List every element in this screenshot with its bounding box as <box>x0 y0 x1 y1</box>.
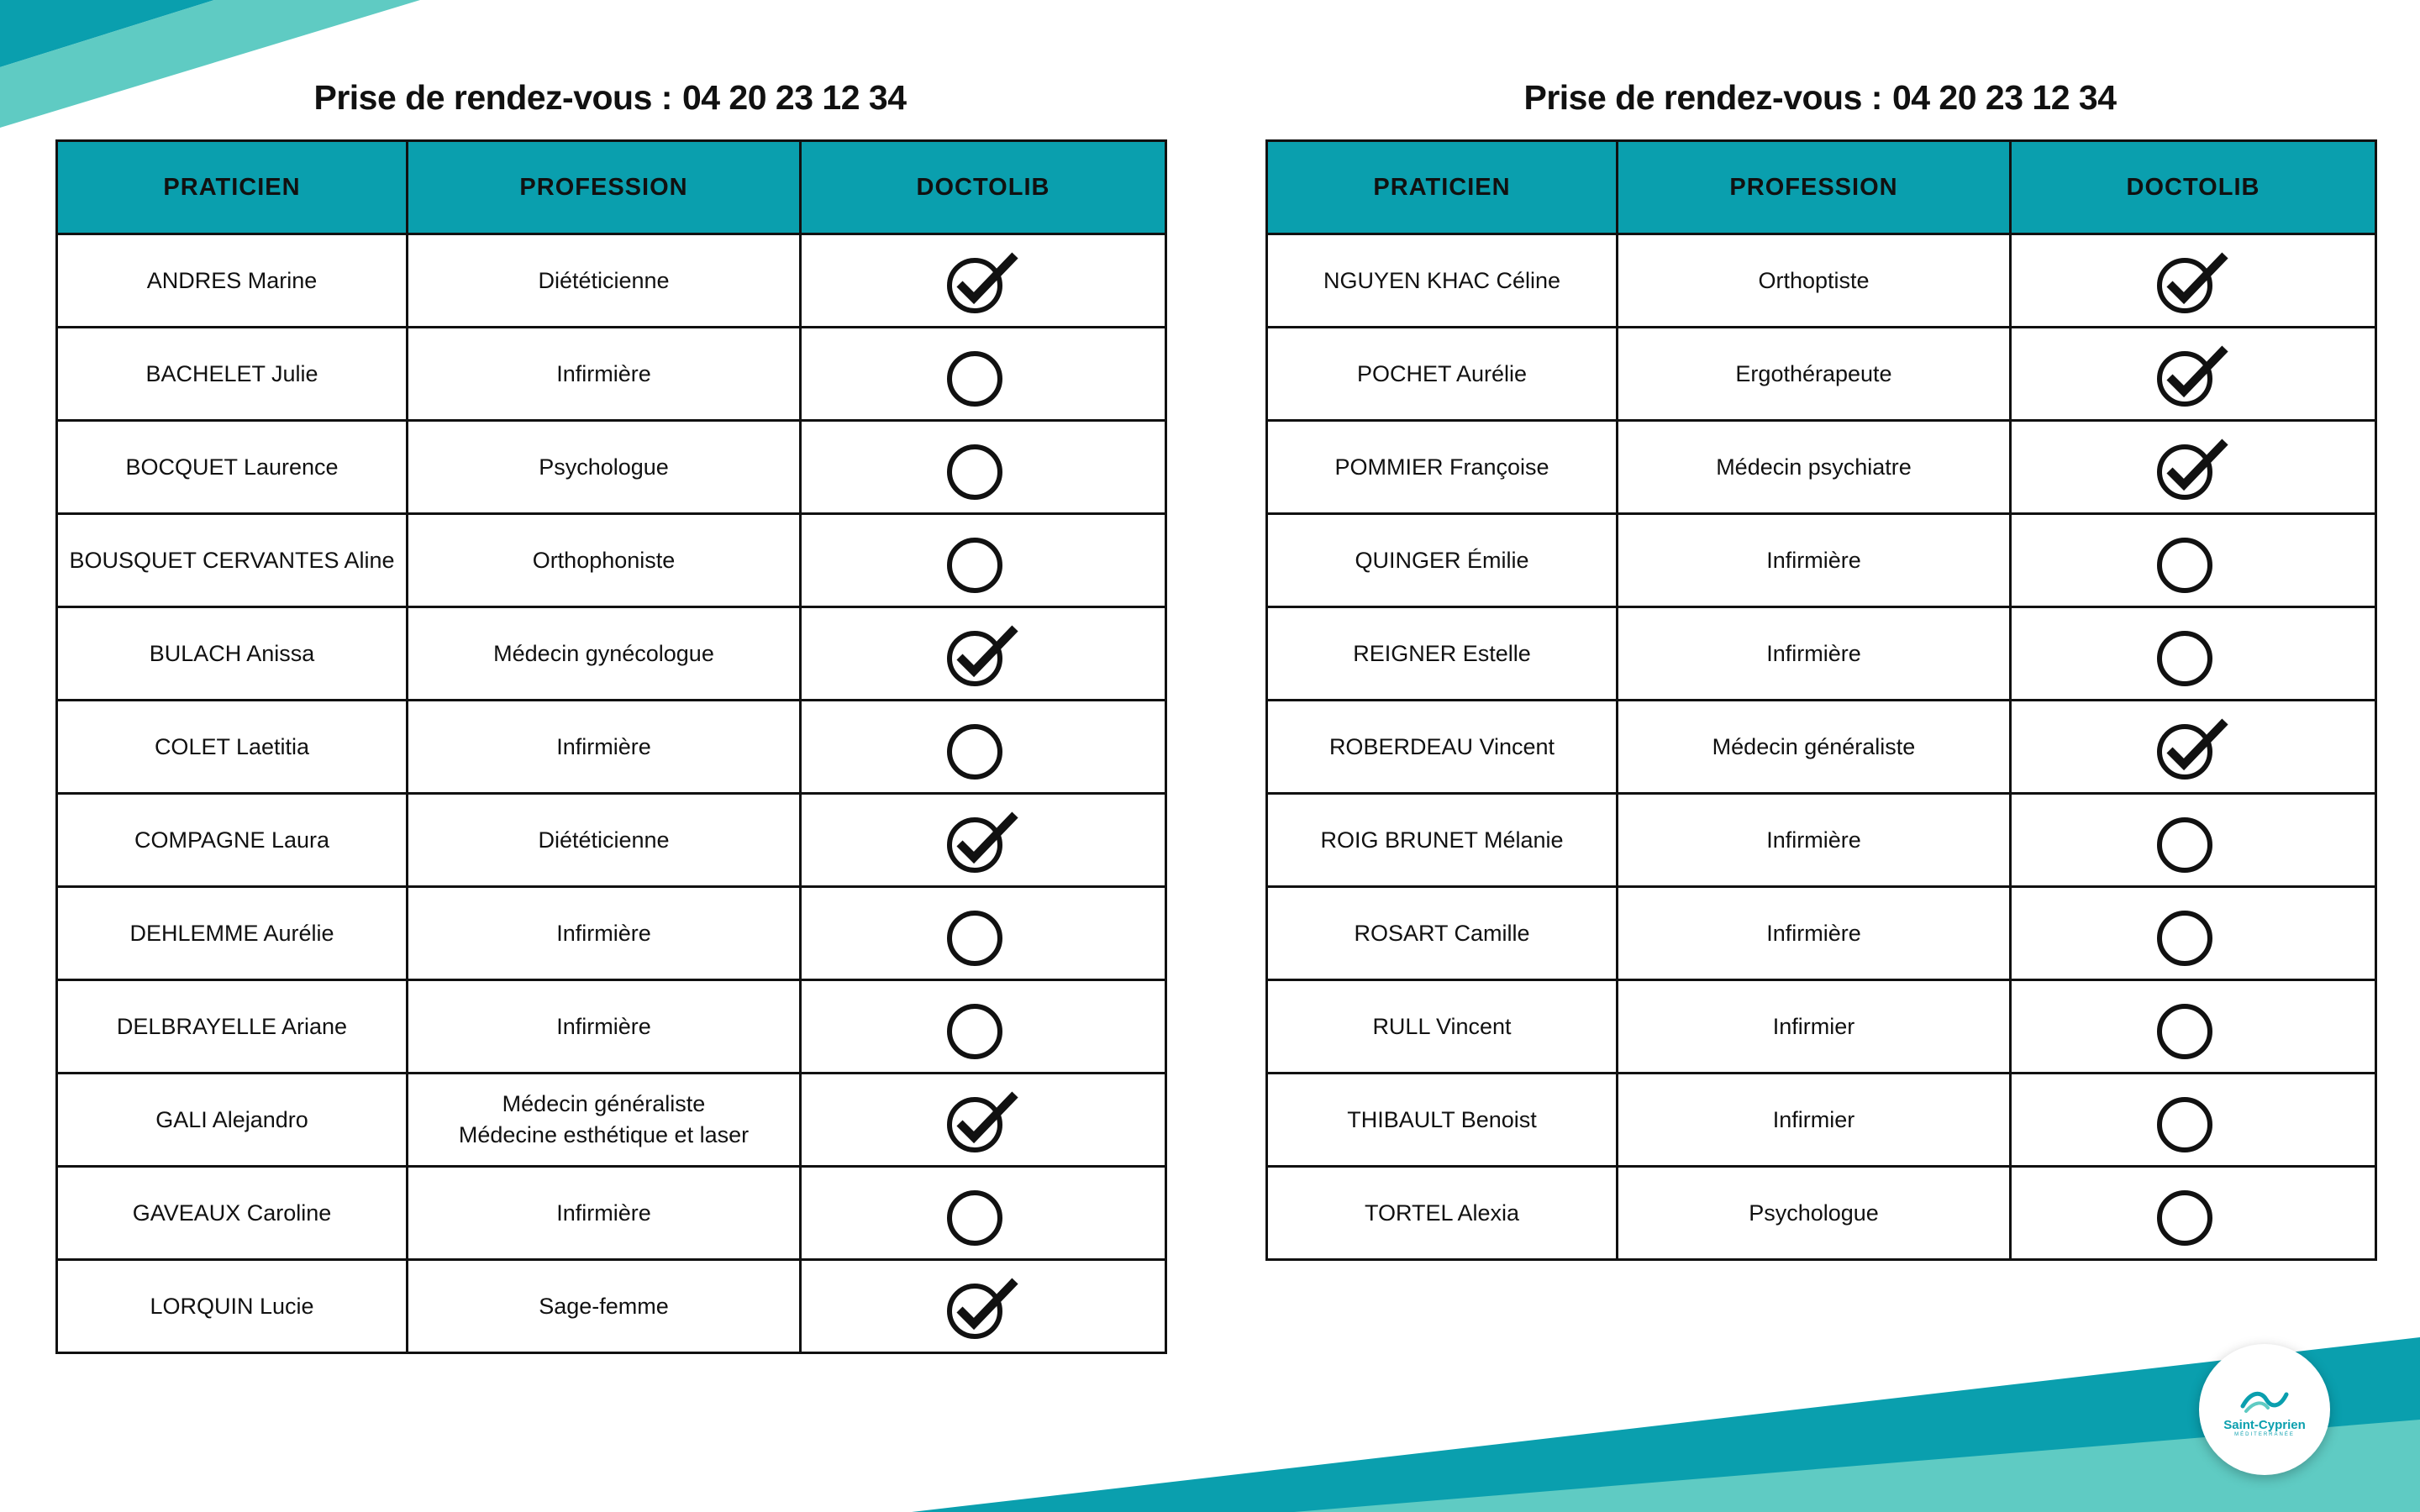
doctolib-status <box>801 701 1166 794</box>
profession-text: Médecin généraliste <box>502 1091 706 1116</box>
profession-cell <box>408 234 801 328</box>
doctolib-status <box>801 794 1166 887</box>
profession-text: Infirmière <box>556 1200 651 1226</box>
practitioner-name: NGUYEN KHAC Céline <box>1267 234 1618 328</box>
column-header-profession: PROFESSION <box>1618 141 2011 234</box>
profession-cell <box>1618 701 2011 794</box>
doctolib-status <box>801 421 1166 514</box>
profession-text: Sage-femme <box>539 1293 669 1319</box>
table-row <box>1267 514 2376 607</box>
doctolib-status <box>2011 701 2376 794</box>
doctolib-status <box>801 328 1166 421</box>
profession-cell <box>408 1260 801 1353</box>
profession-cell <box>408 328 801 421</box>
empty-circle-icon <box>2154 805 2232 875</box>
empty-circle-icon <box>2154 525 2232 596</box>
appointment-label: Prise de rendez-vous : <box>313 78 672 117</box>
check-circle-icon <box>944 245 1022 316</box>
doctolib-status <box>2011 887 2376 980</box>
profession-text: Infirmière <box>1766 827 1861 853</box>
profession-text: Diététicienne <box>538 267 670 293</box>
doctolib-status <box>801 1074 1166 1167</box>
practitioner-name: GAVEAUX Caroline <box>57 1167 408 1260</box>
practitioner-name: ROSART Camille <box>1267 887 1618 980</box>
empty-circle-icon <box>944 711 1022 782</box>
profession-cell <box>408 1167 801 1260</box>
profession-text: Psychologue <box>1749 1200 1879 1226</box>
doctolib-status <box>2011 328 2376 421</box>
profession-cell <box>408 421 801 514</box>
profession-cell <box>408 607 801 701</box>
empty-circle-icon <box>2154 898 2232 969</box>
doctolib-status <box>801 607 1166 701</box>
profession-text: Infirmière <box>556 920 651 946</box>
table-row <box>1267 234 2376 328</box>
doctolib-status <box>2011 1074 2376 1167</box>
profession-cell <box>408 887 801 980</box>
doctolib-status <box>2011 1167 2376 1260</box>
table-row <box>1267 980 2376 1074</box>
check-circle-icon <box>2154 339 2232 409</box>
practitioner-name: ANDRES Marine <box>57 234 408 328</box>
practitioner-name: COMPAGNE Laura <box>57 794 408 887</box>
empty-circle-icon <box>2154 991 2232 1062</box>
practitioner-table-left <box>55 139 1167 1354</box>
table-row <box>1267 701 2376 794</box>
practitioner-name: QUINGER Émilie <box>1267 514 1618 607</box>
logo-name: Saint-Cyprien <box>2223 1417 2306 1432</box>
profession-text: Psychologue <box>539 454 669 480</box>
profession-cell <box>1618 421 2011 514</box>
profession-text: Médecin généraliste <box>1712 733 1916 759</box>
profession-cell <box>1618 887 2011 980</box>
phone-number[interactable]: 04 20 23 12 34 <box>1891 78 2117 117</box>
table-row <box>57 980 1166 1074</box>
wave-icon <box>2238 1383 2291 1416</box>
profession-cell <box>1618 328 2011 421</box>
doctolib-status <box>801 980 1166 1074</box>
practitioner-name: POCHET Aurélie <box>1267 328 1618 421</box>
practitioner-name: RULL Vincent <box>1267 980 1618 1074</box>
doctolib-status <box>801 1260 1166 1353</box>
profession-cell <box>1618 980 2011 1074</box>
practitioner-name: ROIG BRUNET Mélanie <box>1267 794 1618 887</box>
profession-text: Infirmier <box>1772 1106 1855 1132</box>
table-header <box>57 141 1166 234</box>
table-row <box>57 607 1166 701</box>
doctolib-status <box>801 1167 1166 1260</box>
doctolib-status <box>2011 794 2376 887</box>
empty-circle-icon <box>2154 1084 2232 1155</box>
practitioner-name: BACHELET Julie <box>57 328 408 421</box>
profession-text: Infirmier <box>1772 1013 1855 1039</box>
column-header-doctolib: DOCTOLIB <box>801 141 1166 234</box>
practitioner-table-right <box>1265 139 2377 1261</box>
table-row <box>57 1167 1166 1260</box>
table-row <box>57 701 1166 794</box>
profession-text: Médecin psychiatre <box>1716 454 1912 480</box>
profession-cell <box>408 514 801 607</box>
empty-circle-icon <box>2154 1178 2232 1248</box>
practitioner-name: DEHLEMME Aurélie <box>57 887 408 980</box>
profession-cell <box>408 1074 801 1167</box>
profession-cell <box>1618 1074 2011 1167</box>
profession-text: Infirmière <box>556 733 651 759</box>
appointment-heading-right <box>1265 72 2375 123</box>
doctolib-status <box>801 234 1166 328</box>
doctolib-status <box>2011 421 2376 514</box>
column-header-doctolib: DOCTOLIB <box>2011 141 2376 234</box>
table-row <box>1267 421 2376 514</box>
appointment-heading-left <box>55 72 1165 123</box>
phone-number[interactable]: 04 20 23 12 34 <box>681 78 907 117</box>
table-row <box>1267 1074 2376 1167</box>
doctolib-status <box>2011 514 2376 607</box>
profession-text: Ergothérapeute <box>1735 360 1892 386</box>
table-row <box>57 887 1166 980</box>
profession-cell <box>1618 1167 2011 1260</box>
column-header-profession: PROFESSION <box>408 141 801 234</box>
practitioner-name: THIBAULT Benoist <box>1267 1074 1618 1167</box>
table-row <box>1267 1167 2376 1260</box>
table-row <box>1267 607 2376 701</box>
check-circle-icon <box>2154 711 2232 782</box>
profession-text: Infirmière <box>1766 547 1861 573</box>
profession-cell <box>408 980 801 1074</box>
doctolib-status <box>2011 607 2376 701</box>
empty-circle-icon <box>2154 618 2232 689</box>
profession-text: Infirmière <box>1766 640 1861 666</box>
practitioner-name: BOUSQUET CERVANTES Aline <box>57 514 408 607</box>
table-row <box>57 328 1166 421</box>
saint-cyprien-logo <box>2199 1344 2330 1475</box>
doctolib-status <box>2011 980 2376 1074</box>
table-row <box>57 1260 1166 1353</box>
empty-circle-icon <box>944 991 1022 1062</box>
check-circle-icon <box>944 805 1022 875</box>
column-header-praticien: PRATICIEN <box>1267 141 1618 234</box>
practitioner-name: BULACH Anissa <box>57 607 408 701</box>
doctolib-status <box>2011 234 2376 328</box>
practitioner-name: POMMIER Françoise <box>1267 421 1618 514</box>
profession-cell <box>1618 514 2011 607</box>
check-circle-icon <box>2154 432 2232 502</box>
appointment-label: Prise de rendez-vous : <box>1523 78 1882 117</box>
logo-subtitle: MÉDITERRANÉE <box>2234 1431 2295 1437</box>
profession-text: Orthoptiste <box>1758 267 1870 293</box>
profession-text: Infirmière <box>1766 920 1861 946</box>
table-row <box>57 1074 1166 1167</box>
profession-cell <box>408 701 801 794</box>
table-row <box>57 234 1166 328</box>
table-row <box>57 421 1166 514</box>
table-row <box>1267 328 2376 421</box>
practitioner-name: DELBRAYELLE Ariane <box>57 980 408 1074</box>
practitioner-name: ROBERDEAU Vincent <box>1267 701 1618 794</box>
practitioner-name: LORQUIN Lucie <box>57 1260 408 1353</box>
column-header-praticien: PRATICIEN <box>57 141 408 234</box>
check-circle-icon <box>944 1271 1022 1341</box>
profession-text: Infirmière <box>556 360 651 386</box>
check-circle-icon <box>944 1084 1022 1155</box>
practitioner-name: GALI Alejandro <box>57 1074 408 1167</box>
check-circle-icon <box>2154 245 2232 316</box>
profession-cell <box>1618 607 2011 701</box>
profession-text: Médecine esthétique et laser <box>458 1122 750 1147</box>
profession-cell <box>408 794 801 887</box>
empty-circle-icon <box>944 525 1022 596</box>
practitioner-name: TORTEL Alexia <box>1267 1167 1618 1260</box>
empty-circle-icon <box>944 898 1022 969</box>
profession-text: Diététicienne <box>538 827 670 853</box>
table-row <box>1267 794 2376 887</box>
check-circle-icon <box>944 618 1022 689</box>
table-row <box>57 794 1166 887</box>
practitioner-name: BOCQUET Laurence <box>57 421 408 514</box>
profession-cell <box>1618 794 2011 887</box>
profession-text: Infirmière <box>556 1013 651 1039</box>
empty-circle-icon <box>944 432 1022 502</box>
table-row <box>57 514 1166 607</box>
empty-circle-icon <box>944 339 1022 409</box>
table-row <box>1267 887 2376 980</box>
practitioner-name: REIGNER Estelle <box>1267 607 1618 701</box>
empty-circle-icon <box>944 1178 1022 1248</box>
doctolib-status <box>801 514 1166 607</box>
profession-text: Orthophoniste <box>532 547 676 573</box>
doctolib-status <box>801 887 1166 980</box>
profession-cell <box>1618 234 2011 328</box>
table-header <box>1267 141 2376 234</box>
practitioner-name: COLET Laetitia <box>57 701 408 794</box>
profession-text: Médecin gynécologue <box>493 640 714 666</box>
